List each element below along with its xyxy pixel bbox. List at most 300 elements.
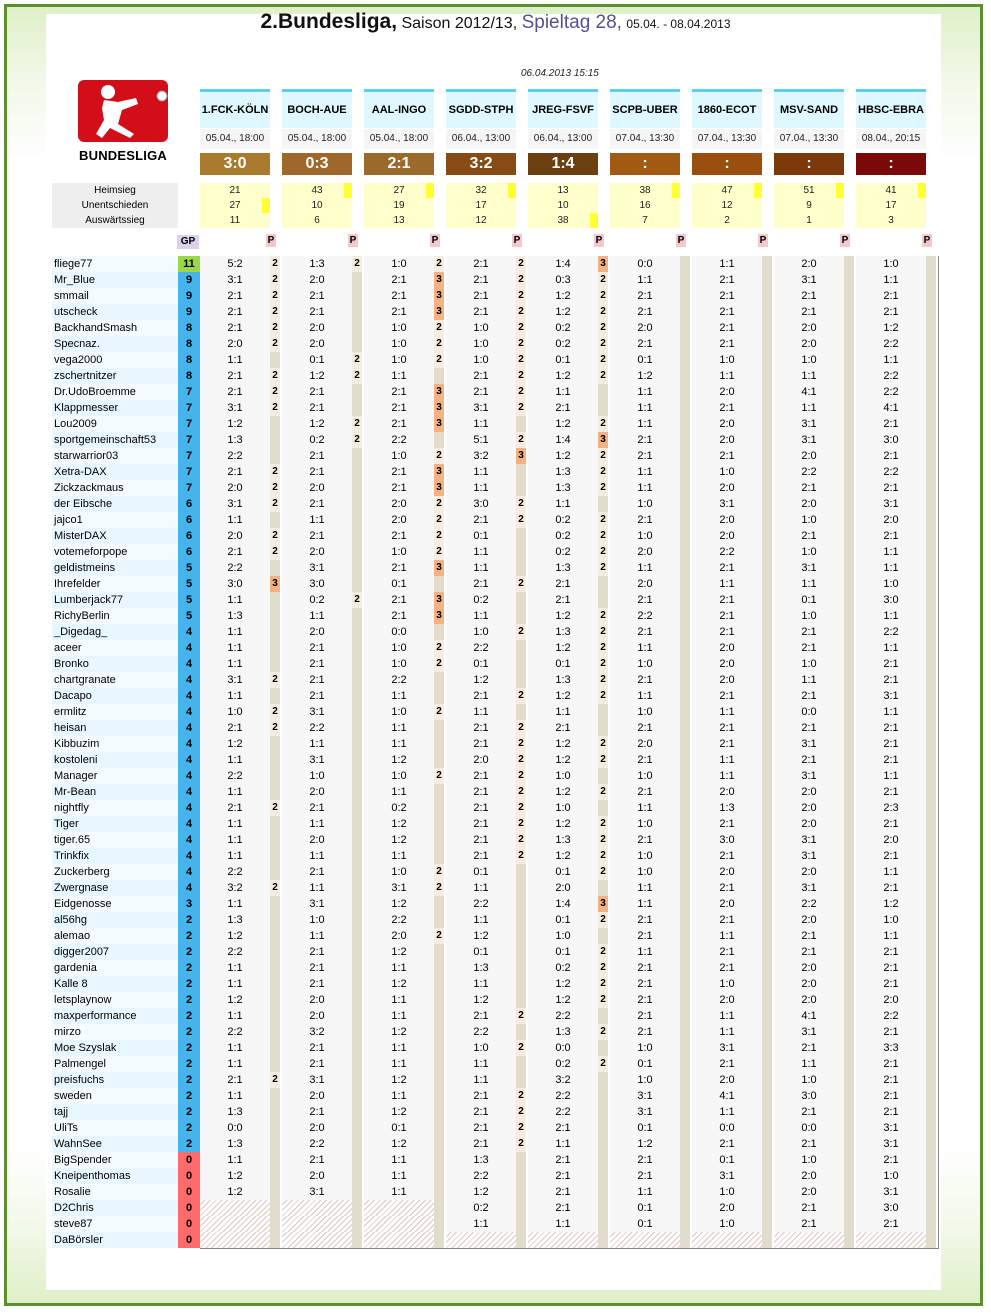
player-name: _Digedag_ — [52, 624, 180, 640]
table-row — [52, 1056, 939, 1072]
player-tip: 0:1 — [610, 1216, 680, 1232]
tip-points: 3 — [598, 432, 608, 448]
max-vote-marker — [426, 183, 434, 198]
player-points: 0 — [178, 1232, 200, 1248]
tip-points — [680, 1216, 690, 1232]
player-tip: 1:1 — [364, 992, 434, 1008]
tip-points — [844, 592, 854, 608]
tip-points: 3 — [434, 304, 444, 320]
tip-points: 2 — [598, 1024, 608, 1040]
player-tip: 2:1 — [692, 1056, 762, 1072]
tip-points — [844, 1040, 854, 1056]
tip-points — [844, 832, 854, 848]
player-tip: 1:2 — [528, 688, 598, 704]
player-tip: 1:0 — [610, 768, 680, 784]
player-tip: 3:2 — [200, 880, 270, 896]
player-tip — [200, 1200, 270, 1216]
table-row — [52, 1216, 939, 1232]
tip-points: 2 — [598, 832, 608, 848]
player-tip: 1:0 — [528, 928, 598, 944]
match-column — [690, 73, 767, 253]
tip-points — [926, 1040, 936, 1056]
tip-points — [352, 944, 362, 960]
match-name: 1860-ECOT — [692, 89, 762, 128]
player-tip: 1:0 — [610, 704, 680, 720]
player-points: 2 — [178, 944, 200, 960]
points-header: P — [841, 235, 849, 246]
player-tip: 1:1 — [364, 1184, 434, 1200]
player-tip: 2:0 — [282, 336, 352, 352]
player-tip: 2:1 — [692, 624, 762, 640]
player-tip: 3:1 — [774, 736, 844, 752]
player-tip: 0:1 — [528, 864, 598, 880]
player-tip: 1:0 — [364, 336, 434, 352]
player-name: smmail — [52, 288, 180, 304]
player-tip: 2:1 — [692, 1136, 762, 1152]
player-tip: 1:1 — [856, 928, 926, 944]
tip-points: 2 — [270, 464, 280, 480]
player-tip: 2:1 — [200, 800, 270, 816]
tip-points: 2 — [270, 288, 280, 304]
tip-points — [926, 448, 936, 464]
match-result: 2:1 — [364, 153, 434, 175]
player-tip: 2:1 — [282, 1056, 352, 1072]
player-tip: 1:1 — [200, 1056, 270, 1072]
player-tip: 1:0 — [364, 544, 434, 560]
match-result: 3:2 — [446, 153, 516, 175]
match-name: JREG-FSVF — [528, 89, 598, 128]
tip-points — [762, 944, 772, 960]
tip-points: 2 — [516, 272, 526, 288]
player-tip: 2:1 — [774, 304, 844, 320]
player-tip: 2:1 — [282, 944, 352, 960]
player-tip: 2:1 — [446, 1120, 516, 1136]
tip-points — [434, 672, 444, 688]
player-tip: 1:1 — [610, 800, 680, 816]
player-tip: 1:1 — [610, 400, 680, 416]
player-tip: 3:0 — [856, 432, 926, 448]
player-name: DaBörsler — [52, 1232, 180, 1248]
tip-points — [352, 928, 362, 944]
player-points: 5 — [178, 592, 200, 608]
tip-points: 2 — [598, 352, 608, 368]
player-tip: 2:1 — [364, 480, 434, 496]
player-tip: 3:1 — [200, 672, 270, 688]
tip-points — [598, 880, 608, 896]
away-win-count — [282, 213, 352, 228]
player-tip: 2:0 — [364, 928, 434, 944]
player-tip: 2:1 — [692, 592, 762, 608]
tip-points — [352, 384, 362, 400]
player-tip: 5:2 — [200, 256, 270, 272]
player-tip: 0:2 — [528, 528, 598, 544]
player-tip: 2:1 — [692, 960, 762, 976]
player-tip: 2:1 — [692, 336, 762, 352]
tip-points — [762, 640, 772, 656]
tip-points — [516, 896, 526, 912]
player-tip: 1:1 — [692, 1024, 762, 1040]
player-tip: 2:1 — [692, 272, 762, 288]
tip-points — [352, 1008, 362, 1024]
player-tip: 2:1 — [282, 304, 352, 320]
draw-count — [200, 198, 270, 213]
tip-points: 2 — [516, 320, 526, 336]
tip-points — [844, 1168, 854, 1184]
heimsieg-label: Heimsieg — [52, 183, 178, 198]
tip-points — [270, 448, 280, 464]
tip-points — [680, 848, 690, 864]
tip-points — [844, 1184, 854, 1200]
player-tip: 2:1 — [446, 576, 516, 592]
player-tip: 3:2 — [446, 448, 516, 464]
player-tip: 1:1 — [364, 784, 434, 800]
player-name: vega2000 — [52, 352, 180, 368]
player-name: zschertnitzer — [52, 368, 180, 384]
tip-points — [926, 416, 936, 432]
matchday-label: Spieltag 28, — [521, 12, 622, 33]
player-tip: 2:1 — [856, 416, 926, 432]
tip-points — [352, 512, 362, 528]
player-tip: 1:3 — [528, 624, 598, 640]
tip-points: 2 — [598, 944, 608, 960]
player-tip: 0:1 — [528, 352, 598, 368]
tip-points — [434, 832, 444, 848]
tip-points — [598, 1184, 608, 1200]
player-tip: 1:2 — [364, 832, 434, 848]
tip-points — [844, 816, 854, 832]
player-tip: 1:2 — [610, 368, 680, 384]
player-tip: 2:1 — [856, 784, 926, 800]
tip-points — [352, 880, 362, 896]
tip-points — [680, 800, 690, 816]
tip-points: 2 — [516, 288, 526, 304]
away-win-value: 7 — [642, 215, 648, 226]
table-row — [52, 512, 939, 528]
tip-points — [270, 944, 280, 960]
player-tip: 1:0 — [774, 512, 844, 528]
tip-points — [680, 688, 690, 704]
tip-points — [762, 1184, 772, 1200]
tip-points: 2 — [516, 1104, 526, 1120]
tip-points — [598, 384, 608, 400]
table-row — [52, 1072, 939, 1088]
player-name: der Eibsche — [52, 496, 180, 512]
player-tip: 1:0 — [692, 352, 762, 368]
player-tip: 1:1 — [446, 480, 516, 496]
player-tip: 1:1 — [200, 784, 270, 800]
tip-points — [926, 384, 936, 400]
player-tip: 2:1 — [364, 528, 434, 544]
tip-points — [926, 464, 936, 480]
player-tip: 0:1 — [528, 912, 598, 928]
tip-points — [680, 336, 690, 352]
timestamp: 06.04.2013 15:15 — [521, 68, 599, 79]
player-tip: 2:1 — [774, 640, 844, 656]
player-points: 5 — [178, 576, 200, 592]
tip-points: 2 — [516, 800, 526, 816]
player-tip: 2:0 — [856, 512, 926, 528]
points-header: P — [267, 235, 275, 246]
tip-points — [680, 784, 690, 800]
tip-points — [844, 784, 854, 800]
player-tip: 1:1 — [528, 704, 598, 720]
tip-points — [844, 496, 854, 512]
table-row — [52, 608, 939, 624]
tip-points — [762, 1040, 772, 1056]
tip-points — [352, 1200, 362, 1216]
max-vote-marker — [590, 213, 598, 228]
tip-points — [352, 752, 362, 768]
player-tip: 2:1 — [282, 864, 352, 880]
tip-points: 2 — [516, 768, 526, 784]
tip-points — [680, 704, 690, 720]
player-tip: 2:1 — [282, 400, 352, 416]
tip-points — [352, 1072, 362, 1088]
player-tip: 1:0 — [610, 656, 680, 672]
tip-points: 2 — [516, 576, 526, 592]
player-name: maxperformance — [52, 1008, 180, 1024]
tip-points — [434, 848, 444, 864]
tip-points — [516, 960, 526, 976]
match-date: 07.04., 13:30 — [774, 129, 844, 149]
home-win-count — [282, 183, 352, 198]
player-tip: 2:0 — [364, 496, 434, 512]
tip-points: 2 — [434, 320, 444, 336]
tip-points — [270, 1120, 280, 1136]
tip-points — [926, 368, 936, 384]
player-tip: 0:1 — [528, 656, 598, 672]
player-tip: 2:1 — [528, 720, 598, 736]
tip-points — [926, 992, 936, 1008]
player-tip: 1:2 — [528, 448, 598, 464]
tip-points — [926, 528, 936, 544]
player-points: 2 — [178, 992, 200, 1008]
tip-points — [844, 608, 854, 624]
tip-points — [844, 848, 854, 864]
player-tip: 2:2 — [856, 1008, 926, 1024]
player-tip: 2:2 — [610, 608, 680, 624]
player-tip: 2:2 — [364, 672, 434, 688]
tip-points: 2 — [598, 992, 608, 1008]
player-name: BackhandSmash — [52, 320, 180, 336]
tip-points — [762, 288, 772, 304]
table-row — [52, 448, 939, 464]
player-tip: 2:1 — [282, 1104, 352, 1120]
tip-points — [352, 464, 362, 480]
player-tip: 1:2 — [528, 736, 598, 752]
player-tip: 2:1 — [446, 1104, 516, 1120]
player-tip: 2:0 — [610, 320, 680, 336]
player-tip: 2:1 — [282, 1152, 352, 1168]
logo-emblem — [78, 80, 168, 142]
player-tip: 2:2 — [528, 1008, 598, 1024]
player-tip — [774, 1232, 844, 1248]
tip-points — [516, 704, 526, 720]
tip-points — [352, 1024, 362, 1040]
tip-points — [352, 800, 362, 816]
player-tip: 2:1 — [610, 784, 680, 800]
player-tip: 1:1 — [364, 1168, 434, 1184]
tip-points — [844, 864, 854, 880]
player-tip: 1:1 — [610, 272, 680, 288]
player-tip: 2:1 — [528, 1152, 598, 1168]
tip-points: 2 — [270, 880, 280, 896]
tip-points: 2 — [270, 400, 280, 416]
player-tip: 2:2 — [200, 560, 270, 576]
tip-points: 2 — [270, 256, 280, 272]
player-points: 4 — [178, 736, 200, 752]
table-row — [52, 416, 939, 432]
tip-points — [352, 672, 362, 688]
player-tip: 2:1 — [856, 848, 926, 864]
table-row — [52, 368, 939, 384]
points-header: P — [923, 235, 931, 246]
player-tip: 2:0 — [774, 496, 844, 512]
tip-points — [926, 1232, 936, 1248]
tip-points — [516, 976, 526, 992]
player-tip: 2:0 — [692, 384, 762, 400]
player-tip: 1:2 — [364, 1072, 434, 1088]
player-tip: 1:0 — [364, 864, 434, 880]
player-tip: 2:0 — [692, 656, 762, 672]
player-points: 2 — [178, 1040, 200, 1056]
player-tip: 2:0 — [692, 416, 762, 432]
player-tip: 1:1 — [528, 1216, 598, 1232]
player-tip: 0:0 — [774, 1120, 844, 1136]
tip-points — [762, 352, 772, 368]
player-name: preisfuchs — [52, 1072, 180, 1088]
player-points: 2 — [178, 1088, 200, 1104]
player-tip: 2:1 — [364, 304, 434, 320]
player-tip: 3:0 — [446, 496, 516, 512]
tip-points — [270, 688, 280, 704]
tip-points — [680, 576, 690, 592]
match-column — [444, 73, 521, 253]
tip-points — [270, 1088, 280, 1104]
home-win-value: 47 — [721, 185, 733, 196]
tip-points — [598, 1136, 608, 1152]
player-points: 4 — [178, 688, 200, 704]
tip-points — [434, 1040, 444, 1056]
home-win-value: 21 — [229, 185, 241, 196]
player-tip: 1:1 — [856, 608, 926, 624]
player-tip: 1:1 — [610, 560, 680, 576]
tip-points — [598, 496, 608, 512]
tip-points — [844, 912, 854, 928]
tip-points: 2 — [516, 512, 526, 528]
player-tip: 2:0 — [692, 432, 762, 448]
max-vote-marker — [508, 183, 516, 198]
tip-points: 2 — [516, 1120, 526, 1136]
table-row — [52, 288, 939, 304]
tip-points — [926, 976, 936, 992]
player-tip: 3:1 — [282, 560, 352, 576]
table-row — [52, 480, 939, 496]
table-row — [52, 1104, 939, 1120]
player-tip: 1:1 — [282, 608, 352, 624]
tip-points — [844, 320, 854, 336]
player-tip: 1:2 — [200, 928, 270, 944]
player-tip: 1:2 — [200, 736, 270, 752]
player-tip: 2:1 — [692, 320, 762, 336]
table-row — [52, 1088, 939, 1104]
player-tip: 1:1 — [446, 416, 516, 432]
player-tip: 3:1 — [610, 1088, 680, 1104]
tip-points — [680, 480, 690, 496]
player-tip: 1:1 — [528, 1136, 598, 1152]
player-tip: 2:2 — [856, 336, 926, 352]
player-tip: 1:1 — [282, 512, 352, 528]
tip-points — [762, 672, 772, 688]
tip-points — [516, 1184, 526, 1200]
tip-points — [844, 1152, 854, 1168]
player-tip: 2:0 — [610, 736, 680, 752]
player-tip: 3:1 — [774, 848, 844, 864]
tip-points: 2 — [434, 864, 444, 880]
player-name: Kibbuzim — [52, 736, 180, 752]
away-win-count — [364, 213, 434, 228]
tip-points — [352, 336, 362, 352]
tip-points — [926, 592, 936, 608]
tip-points — [434, 784, 444, 800]
tip-points: 2 — [516, 368, 526, 384]
tip-points — [762, 1104, 772, 1120]
player-name: Trinkfix — [52, 848, 180, 864]
tip-points: 2 — [352, 256, 362, 272]
tip-points — [516, 928, 526, 944]
tip-points — [926, 336, 936, 352]
player-tip: 2:1 — [200, 544, 270, 560]
tip-points: 3 — [516, 448, 526, 464]
tip-points — [516, 560, 526, 576]
tip-points — [434, 1056, 444, 1072]
player-tip: 1:1 — [282, 848, 352, 864]
tip-points — [762, 784, 772, 800]
player-tip: 1:2 — [364, 944, 434, 960]
player-tip: 1:2 — [528, 288, 598, 304]
player-tip: 1:3 — [528, 464, 598, 480]
tip-points: 2 — [598, 320, 608, 336]
tip-points — [762, 1056, 772, 1072]
player-tip: 0:1 — [446, 528, 516, 544]
player-tip: 2:1 — [610, 672, 680, 688]
player-tip: 1:2 — [528, 848, 598, 864]
tip-points: 2 — [434, 352, 444, 368]
draw-count — [692, 198, 762, 213]
player-tip: 2:1 — [282, 640, 352, 656]
tip-points — [680, 752, 690, 768]
player-name: Klappmesser — [52, 400, 180, 416]
tip-points: 2 — [270, 672, 280, 688]
max-vote-marker — [918, 183, 926, 198]
table-row — [52, 912, 939, 928]
player-tip: 2:0 — [282, 992, 352, 1008]
tip-points — [680, 448, 690, 464]
player-tip: 1:1 — [446, 1056, 516, 1072]
tip-points — [352, 304, 362, 320]
player-tip: 3:1 — [774, 560, 844, 576]
tip-points: 2 — [598, 640, 608, 656]
tip-points — [926, 544, 936, 560]
match-result: : — [856, 153, 926, 175]
tip-points — [434, 1152, 444, 1168]
player-tip: 0:2 — [528, 512, 598, 528]
player-tip: 3:0 — [692, 832, 762, 848]
player-tip: 2:1 — [774, 928, 844, 944]
player-tip: 2:1 — [282, 384, 352, 400]
tip-points — [352, 912, 362, 928]
draw-value: 10 — [311, 200, 323, 211]
